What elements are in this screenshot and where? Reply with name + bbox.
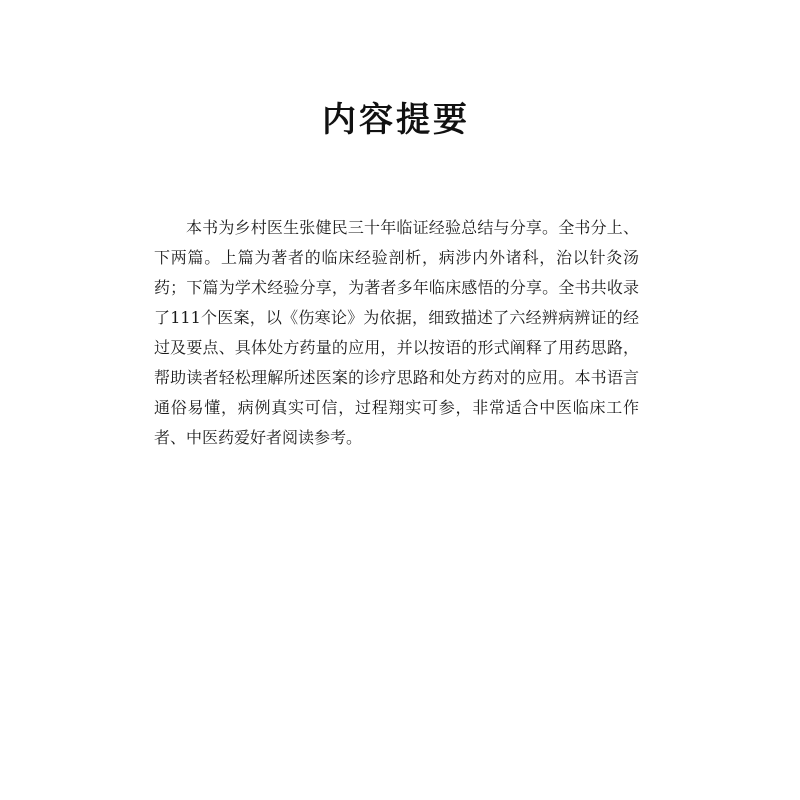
summary-paragraph: 本书为乡村医生张健民三十年临证经验总结与分享。全书分上、下两篇。上篇为著者的临床经验剖析，病涉内外诸科，治以针灸汤药；下篇为学术经验分享，为著者多年临床感悟的分享。全书共收录了111个医案，以《伤寒论》为依据，细致描述了六经辨病辨证的经过及要点、具体处方药量的应用，并以按语的形式阐释了用药思路，帮助读者轻松理解所述医案的诊疗思路和处方药对的应用。本书语言通俗易懂，病例真实可信，过程翔实可参，非常适合中医临床工作者、中医药爱好者阅读参考。 (154, 218, 639, 447)
page-title: 内容提要 (322, 100, 470, 140)
